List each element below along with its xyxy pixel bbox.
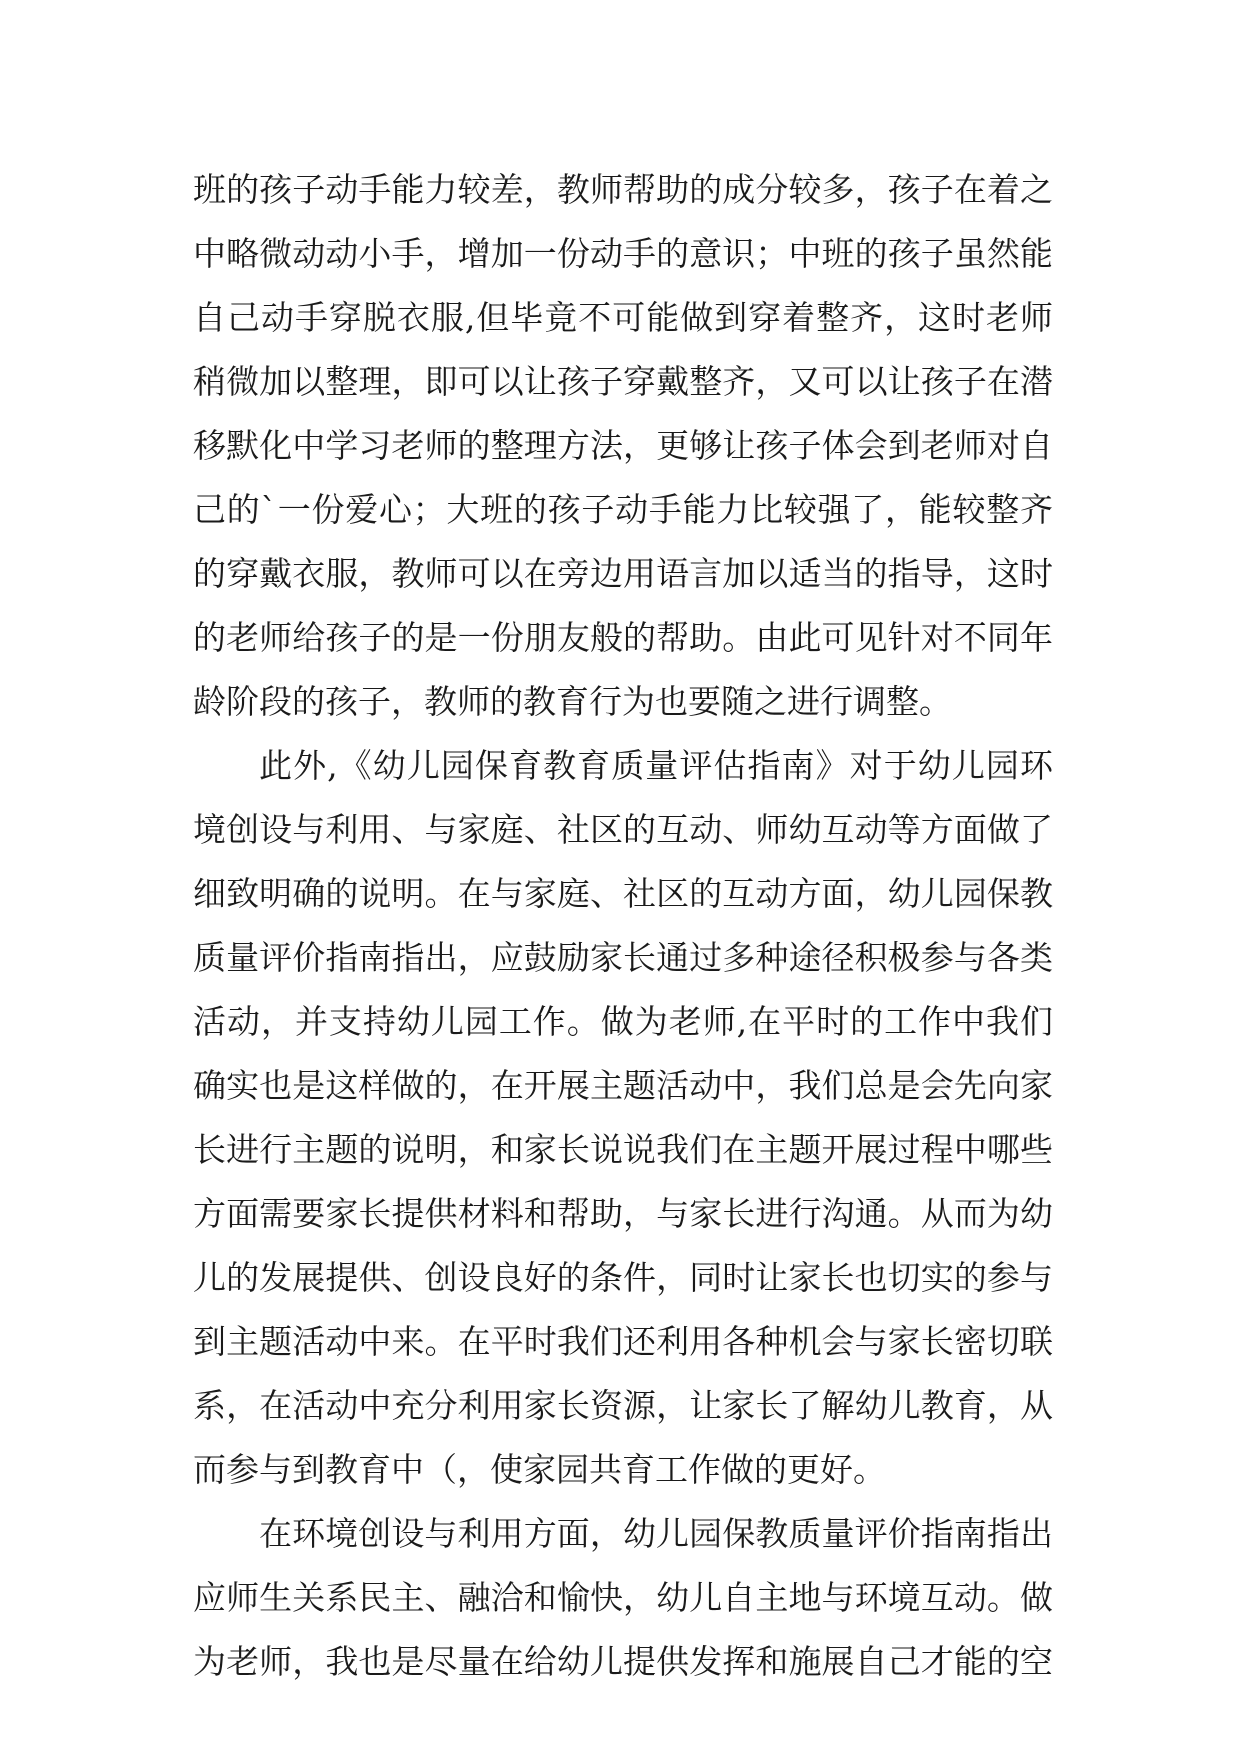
text-line: 境创设与利用、与家庭、社区的互动、师幼互动等方面做了 <box>193 810 1053 849</box>
text-line: 应师生关系民主、融洽和愉快，幼儿自主地与环境互动。做 <box>193 1578 1053 1617</box>
text-line: 方面需要家长提供材料和帮助，与家长进行沟通。从而为幼 <box>193 1194 1053 1233</box>
text-line: 移默化中学习老师的整理方法，更够让孩子体会到老师对自 <box>193 426 1053 465</box>
text-line: 己的`一份爱心；大班的孩子动手能力比较强了，能较整齐 <box>193 490 1053 529</box>
text-line: 儿的发展提供、创设良好的条件，同时让家长也切实的参与 <box>193 1258 1053 1297</box>
text-line: 龄阶段的孩子，教师的教育行为也要随之进行调整。 <box>193 682 952 721</box>
text-line: 长进行主题的说明，和家长说说我们在主题开展过程中哪些 <box>193 1130 1053 1169</box>
text-line: 确实也是这样做的，在开展主题活动中，我们总是会先向家 <box>193 1066 1053 1105</box>
text-line: 中略微动动小手，增加一份动手的意识；中班的孩子虽然能 <box>193 234 1053 273</box>
text-line: 活动，并支持幼儿园工作。做为老师,在平时的工作中我们 <box>193 1002 1053 1041</box>
text-line: 系，在活动中充分利用家长资源，让家长了解幼儿教育，从 <box>193 1386 1053 1425</box>
text-line: 班的孩子动手能力较差，教师帮助的成分较多，孩子在着之 <box>193 170 1053 209</box>
text-line: 质量评价指南指出，应鼓励家长通过多种途径积极参与各类 <box>193 938 1053 977</box>
body-text <box>193 158 1053 1694</box>
text-line: 而参与到教育中（，使家园共育工作做的更好。 <box>193 1450 886 1489</box>
text-line: 的老师给孩子的是一份朋友般的帮助。由此可见针对不同年 <box>193 618 1053 657</box>
text-line: 细致明确的说明。在与家庭、社区的互动方面，幼儿园保教 <box>193 874 1053 913</box>
text-line: 稍微加以整理，即可以让孩子穿戴整齐，又可以让孩子在潜 <box>193 362 1053 401</box>
text-line: 到主题活动中来。在平时我们还利用各种机会与家长密切联 <box>193 1322 1053 1361</box>
paragraph-first-line: 此外,《幼儿园保育教育质量评估指南》对于幼儿园环 <box>259 746 1053 785</box>
text-line: 的穿戴衣服，教师可以在旁边用语言加以适当的指导，这时 <box>193 554 1053 593</box>
text-line: 为老师，我也是尽量在给幼儿提供发挥和施展自己才能的空 <box>193 1642 1053 1681</box>
paragraph-first-line: 在环境创设与利用方面，幼儿园保教质量评价指南指出 <box>259 1514 1053 1553</box>
text-line: 自己动手穿脱衣服,但毕竟不可能做到穿着整齐，这时老师 <box>193 298 1053 337</box>
